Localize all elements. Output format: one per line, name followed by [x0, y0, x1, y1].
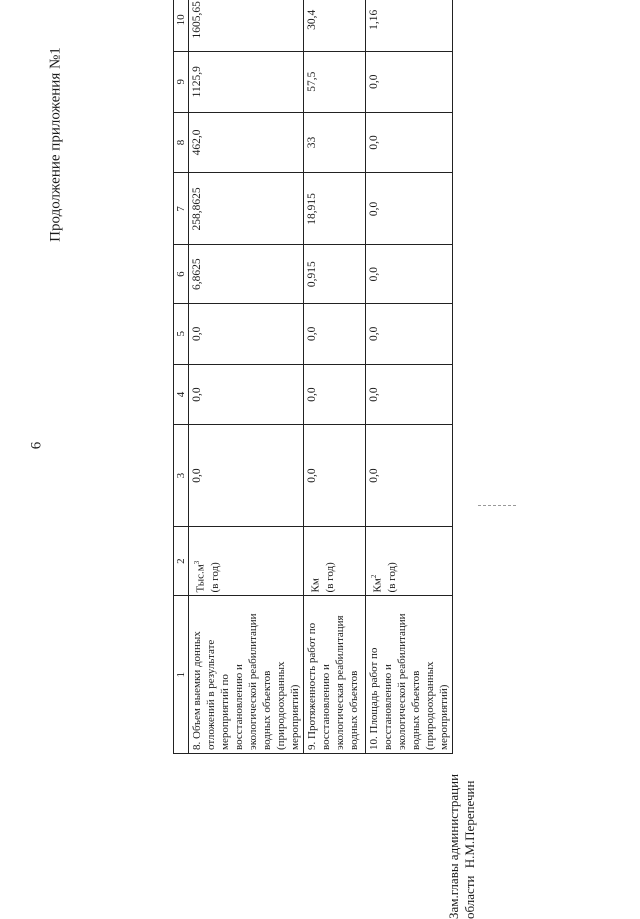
table-cell: 258,8625 [189, 173, 304, 245]
column-header: 8 [174, 112, 189, 173]
table-cell: 0,0 [304, 303, 366, 364]
table-row [304, 0, 366, 754]
table-cell: 1125,9 [189, 51, 304, 112]
row-unit [366, 526, 453, 596]
table-cell: 1605,65 [189, 0, 304, 51]
table-cell: 0,0 [366, 173, 453, 245]
table-cell: 0,0 [189, 303, 304, 364]
column-header: 5 [174, 303, 189, 364]
table-cell: 1,16 [366, 0, 453, 51]
table-cell: 0,0 [304, 425, 366, 526]
table-cell: 0,915 [304, 245, 366, 304]
table-row [366, 0, 453, 754]
unit-label: Км [309, 578, 322, 593]
table-cell: 33 [304, 112, 366, 173]
page-number: 6 [28, 441, 45, 450]
table-cell: 0,0 [189, 364, 304, 425]
table-cell: 0,0 [366, 51, 453, 112]
data-table [173, 0, 453, 754]
table-cell: 18,915 [304, 173, 366, 245]
table-cell: 0,0 [366, 112, 453, 173]
unit-superscript: 3 [193, 560, 201, 565]
table-cell: 57,5 [304, 51, 366, 112]
signature-line [462, 589, 478, 919]
unit-label: Км [371, 578, 384, 593]
column-header: 6 [174, 245, 189, 304]
table-cell: 6,8625 [189, 245, 304, 304]
table-cell: 0,0 [366, 303, 453, 364]
row-description: 10. Площадь работ по восстановлению и экологической реабилитации водных объектов (природоохранных мероприятий) [366, 596, 453, 754]
column-header: 4 [174, 364, 189, 425]
table-cell: 0,0 [366, 425, 453, 526]
scan-artifact [478, 505, 516, 507]
row-description: 9. Протяженность работ по восстановлению и экологическая реабилитация водных объектов [304, 596, 366, 754]
data-table-container [173, 0, 450, 754]
signature-region: области [462, 875, 477, 919]
signature-title: Зам.главы администрации [446, 773, 461, 919]
column-header: 10 [174, 0, 189, 51]
signatory-name: Н.М.Перепечин [462, 780, 477, 869]
table-cell: 0,0 [304, 364, 366, 425]
unit-note: (в год) [385, 562, 398, 593]
table-cell: 0,0 [366, 245, 453, 304]
table-cell: 462,0 [189, 112, 304, 173]
column-header: 1 [174, 596, 189, 754]
signature-block [446, 589, 478, 919]
row-unit [304, 526, 366, 596]
column-header: 7 [174, 173, 189, 245]
table-cell: 30,4 [304, 0, 366, 51]
unit-note: (в год) [208, 562, 221, 593]
header-row [174, 0, 189, 754]
unit-note: (в год) [323, 562, 336, 593]
unit-superscript: 2 [370, 574, 378, 579]
row-unit [189, 526, 304, 596]
row-description: 8. Объем выемки донных отложений в результате мероприятий по восстановлению и экологической реабилитации водных объектов (природоохранных мероприятий) [189, 596, 304, 754]
table-cell: 0,0 [189, 425, 304, 526]
table-cell: 0,0 [366, 364, 453, 425]
table-row [189, 0, 304, 754]
unit-label: Тыс.м [194, 564, 207, 593]
column-header: 3 [174, 425, 189, 526]
column-header: 2 [174, 526, 189, 596]
column-header: 9 [174, 51, 189, 112]
appendix-caption: Продолжение приложения №1 [47, 47, 64, 242]
